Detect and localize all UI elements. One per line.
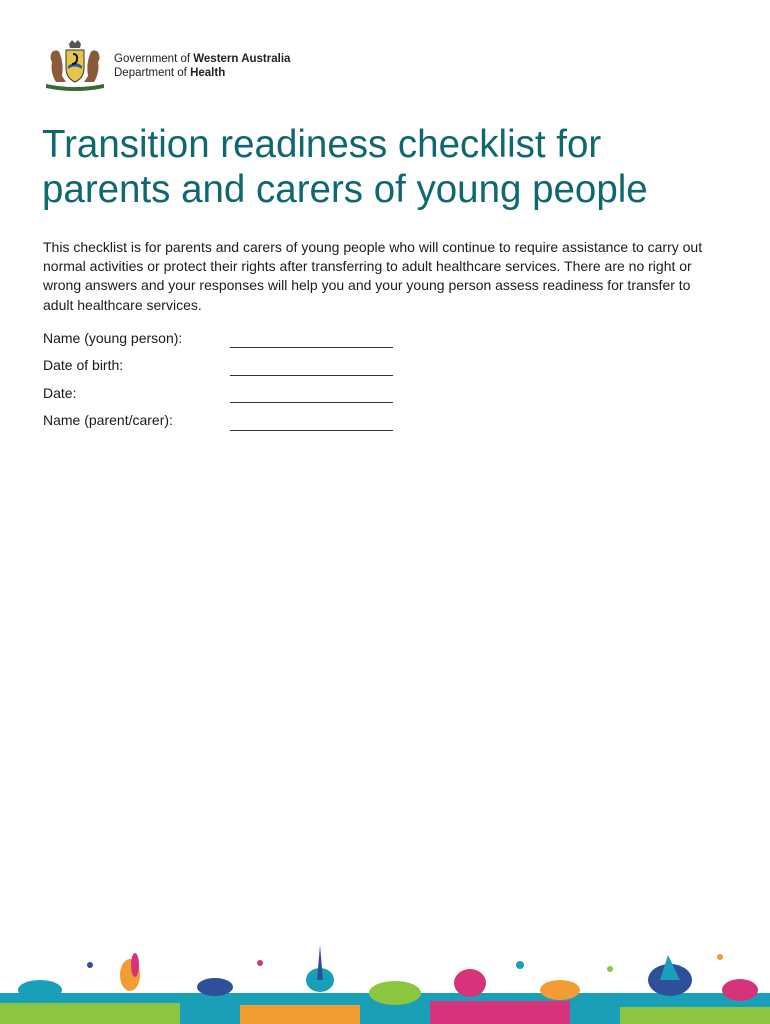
- field-parent-carer-name: [43, 407, 393, 435]
- field-young-person-name: [43, 324, 393, 352]
- field-label: Name (young person):: [43, 329, 183, 346]
- letterhead: [42, 40, 290, 92]
- wa-coat-of-arms-icon: [42, 40, 108, 92]
- field-date-of-birth: [43, 352, 393, 380]
- young-person-name-blank[interactable]: [230, 333, 393, 348]
- date-blank[interactable]: [230, 388, 393, 403]
- field-label: Name (parent/carer):: [43, 412, 173, 429]
- date-of-birth-blank[interactable]: [230, 361, 393, 376]
- details-form: [43, 324, 393, 434]
- decorative-paint-splash-footer: [0, 935, 770, 1024]
- intro-paragraph: This checklist is for parents and carers of young people who will continue to require assistance to carry out normal activities or protect their rights after transferring to adult healthcare services. There are no right or wrong answers and your responses will help you and your young person assess readiness for transfer to adult healthcare services.: [43, 239, 703, 313]
- field-label: Date of birth:: [43, 357, 124, 374]
- parent-carer-name-blank[interactable]: [230, 416, 393, 431]
- field-date: [43, 379, 393, 407]
- organisation-name: Government of Western Australia Department of Health: [114, 53, 291, 79]
- field-label: Date:: [43, 384, 77, 401]
- page-title: Transition readiness checklist for parents and carers of young people: [42, 123, 648, 211]
